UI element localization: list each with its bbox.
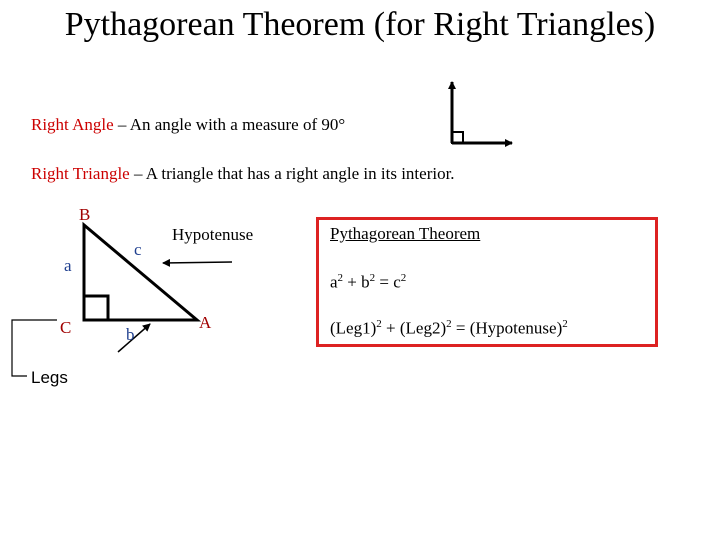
eq2-exp-leg2: 2 [446,318,452,330]
right-angle-term: Right Angle [31,115,114,134]
right-triangle-term: Right Triangle [31,164,130,183]
right-triangle-text: – A triangle that has a right angle in its interior. [129,164,455,183]
theorem-equation-letters [330,272,406,293]
eq2-exp-leg1: 2 [376,318,382,330]
hypotenuse-arrow [163,262,232,263]
eq1-term-b: b [361,272,370,292]
eq1-exp-b: 2 [369,272,376,284]
eq2-plus: + [381,318,400,338]
legs-label: Legs [31,368,68,387]
eq1-plus: + [343,272,362,292]
right-angle-text: – An angle with a measure of 90° [113,115,346,134]
eq1-equals: = [375,272,394,292]
eq1-exp-c: 2 [400,272,407,284]
vertex-a-label: A [199,313,212,332]
right-angle-icon [452,82,512,143]
side-c-label: c [134,240,142,259]
eq2-term-leg1: (Leg1) [330,318,377,338]
page-title: Pythagorean Theorem (for Right Triangles) [64,6,656,43]
eq2-exp-hypotenuse: 2 [562,318,568,330]
eq1-exp-a: 2 [337,272,344,284]
hypotenuse-label: Hypotenuse [172,225,254,244]
vertex-c-label: C [60,318,72,337]
theorem-equation-words [330,318,568,339]
theorem-heading: Pythagorean Theorem [330,224,481,243]
eq1-term-a: a [330,272,338,292]
eq1-term-c: c [393,272,401,292]
eq2-term-hypotenuse: (Hypotenuse) [469,318,563,338]
eq2-term-leg2: (Leg2) [399,318,447,338]
side-a-label: a [64,256,72,275]
vertex-b-label: B [79,205,91,224]
side-b-label: b [126,325,135,344]
eq2-equals: = [451,318,470,338]
